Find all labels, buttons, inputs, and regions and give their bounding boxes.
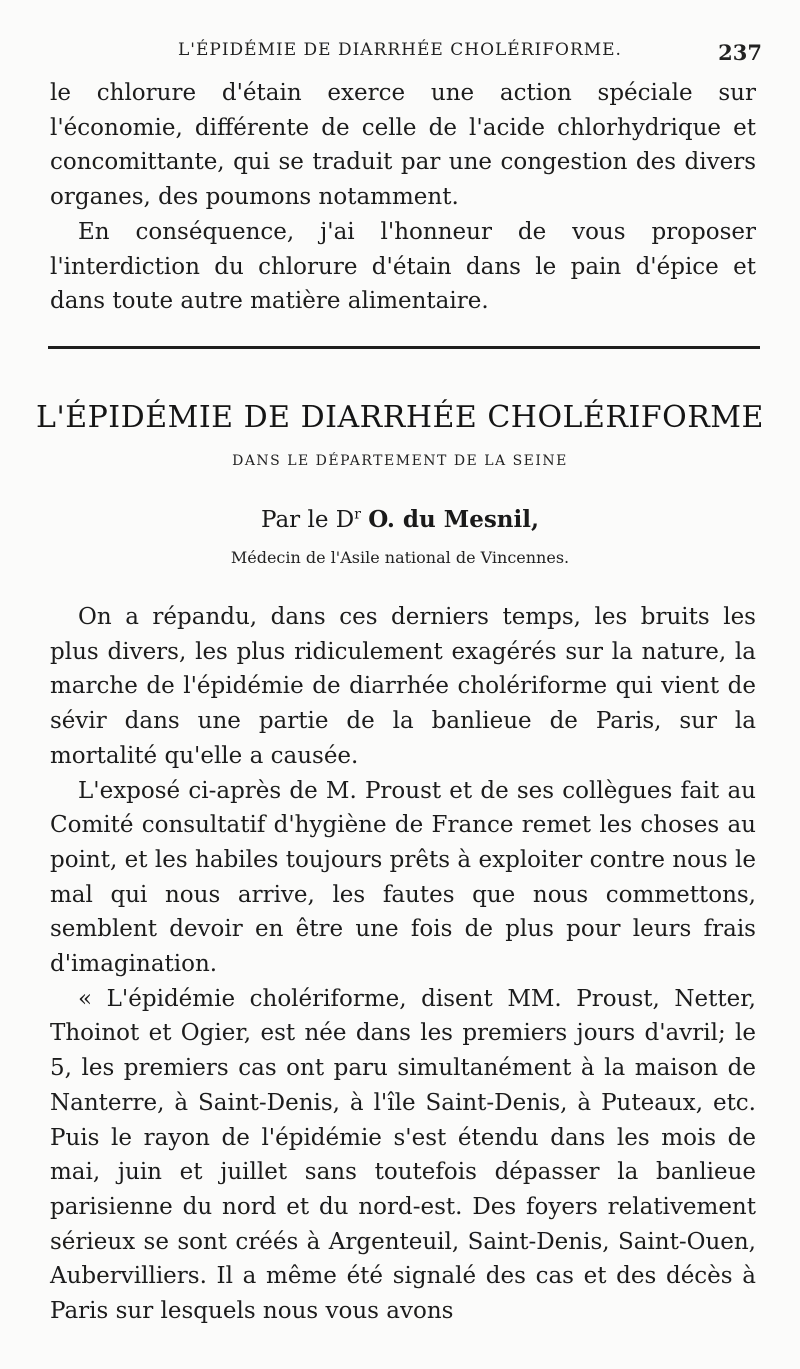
running-title: L'ÉPIDÉMIE DE DIARRHÉE CHOLÉRIFORME. [178,40,622,60]
previous-article-text [50,76,756,319]
paragraph: le chlorure d'étain exerce une action spéciale sur l'économie, différente de celle de l'acide chlorhydrique et concomittante, qui se traduit par une congestion des divers organes, des poumons notamment. [50,80,756,211]
article-subtitle: DANS LE DÉPARTEMENT DE LA SEINE [232,453,568,469]
author-name: O. du Mesnil, [368,506,539,533]
byline-prefix: Par le D [261,507,355,533]
byline-superscript: r [354,506,361,523]
page-number: 237 [718,40,762,65]
article-title: L'ÉPIDÉMIE DE DIARRHÉE CHOLÉRIFORME [36,400,764,435]
author-affiliation: Médecin de l'Asile national de Vincennes. [230,548,570,567]
byline [0,506,800,533]
running-head [0,40,800,74]
paragraph: En conséquence, j'ai l'honneur de vous proposer l'interdiction du chlorure d'étain dans le pain d'épice et dans toute autre matière alimentaire. [50,218,756,315]
article-body [50,600,756,1329]
paragraph: L'exposé ci-après de M. Proust et de ses collègues fait au Comité consultatif d'hygiène de France remet les choses au point, et les habiles toujours prêts à exploiter contre nous le mal qui nous arrive, les fautes que nous commettons, semblent devoir en être une fois de plus pour leurs frais d'imagination. [50,777,756,978]
section-divider [48,346,760,349]
paragraph: On a répandu, dans ces derniers temps, les bruits les plus divers, les plus ridiculement exagérés sur la nature, la marche de l'épidémie de diarrhée cholériforme qui vient de sévir dans une partie de la banlieue de Paris, sur la mortalité qu'elle a causée. [50,604,756,769]
paragraph: « L'épidémie cholériforme, disent MM. Proust, Netter, Thoinot et Ogier, est née dans les premiers jours d'avril; le 5, les premiers cas ont paru simultanément à la maison de Nanterre, à Saint-Denis, à l'île Saint-Denis, à Puteaux, etc. Puis le rayon de l'épidémie s'est étendu dans les mois de mai, juin et juillet sans toutefois dépasser la banlieue parisienne du nord et du nord-est. Des foyers relativement sérieux se sont créés à Argenteuil, Saint-Denis, Saint-Ouen, Aubervilliers. Il a même été signalé des cas et des décès à Paris sur lesquels nous vous avons [50,985,756,1325]
